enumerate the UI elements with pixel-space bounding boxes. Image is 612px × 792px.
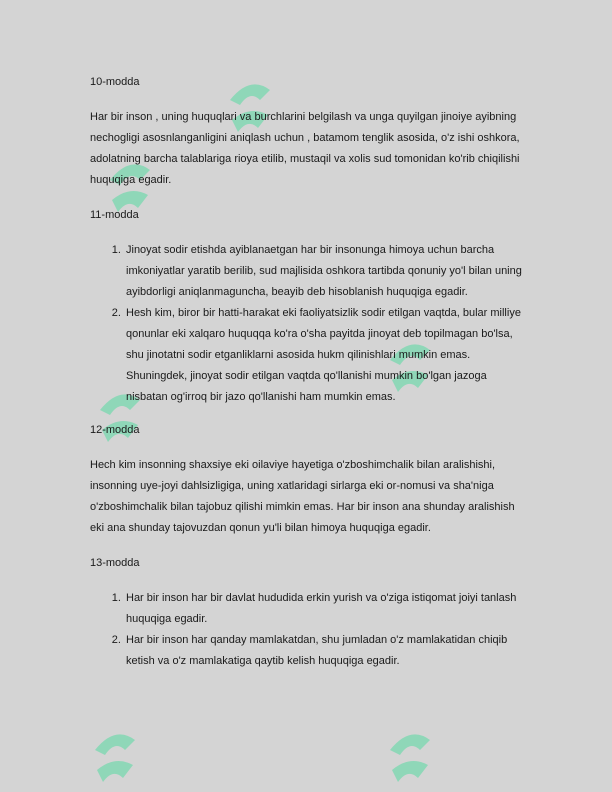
list-item: 1. Har bir inson har bir davlat hududida erkin yurish va o'ziga istiqomat joiyi tanlash huquqiga egadir.	[124, 588, 524, 630]
section-13	[90, 553, 524, 672]
list-item: 2. Hesh kim, biror bir hatti-harakat eki faoliyatsizlik sodir etilgan vaqtda, bular milliye qonunlar eki xalqaro huquqqa ko'ra o'sha payitda jinoyat deb topilmagan bo'lsa, shu jinotatni sodir etganliklarni asosida hukm qilinishlari mumkin emas. Shuningdek, jinoyat sodir etilgan vaqtda qo'llanishi mumkin bo'lgan jazoga nisbatan og'irroq bir jazo qo'llanishi ham mumkin emas.	[124, 303, 524, 408]
numbered-list	[90, 240, 524, 408]
document-page	[90, 72, 524, 684]
section-12	[90, 420, 524, 539]
section-heading: 13-modda	[90, 557, 140, 569]
section-paragraph: Hech kim insonning shaxsiye eki oilaviye hayetiga o'zboshimchalik bilan aralishishi, insonning uye-joyi dahlsizligiga, uning xatlaridagi sirlarga eki or-nomusi va sha'niga o'zboshimchalik bilan tajobuz qilishi mimkin emas. Har bir inson ana shunday aralishish eki ana shunday tajovuzdan qonun yu'li bilan himoya huquqiga egadir.	[90, 459, 515, 534]
section-heading: 12-modda	[90, 424, 140, 436]
section-11	[90, 205, 524, 408]
doc-logo-watermark-icon	[85, 720, 145, 790]
numbered-list	[90, 588, 524, 672]
doc-logo-watermark-icon	[380, 720, 440, 790]
list-item: 2. Har bir inson har qanday mamlakatdan, shu jumladan o'z mamlakatidan chiqib ketish va o'z mamlakatiga qaytib kelish huquqiga egadir.	[124, 630, 524, 672]
section-paragraph: Har bir inson , uning huquqlari va burchlarini belgilash va unga quyilgan jinoiye ayibning nechogligi asosnlanganligini aniqlash uchun , batamom tenglik asosida, o'z ishi oshkora, adolatning barcha talablariga rioya etilib, mustaqil va xolis sud tomonidan ko'rib chiqilishi huquqiga egadir.	[90, 111, 520, 186]
section-heading: 10-modda	[90, 76, 140, 88]
list-item: 1. Jinoyat sodir etishda ayiblanaetgan har bir insonunga himoya uchun barcha imkoniyatlar yaratib berilib, sud majlisida oshkora tartibda qonuniy yo'l bilan uning ayibdorligi aniqlanmaguncha, beayib deb hisoblanish huquqiga egadir.	[124, 240, 524, 303]
section-10	[90, 72, 524, 191]
section-heading: 11-modda	[90, 209, 139, 221]
